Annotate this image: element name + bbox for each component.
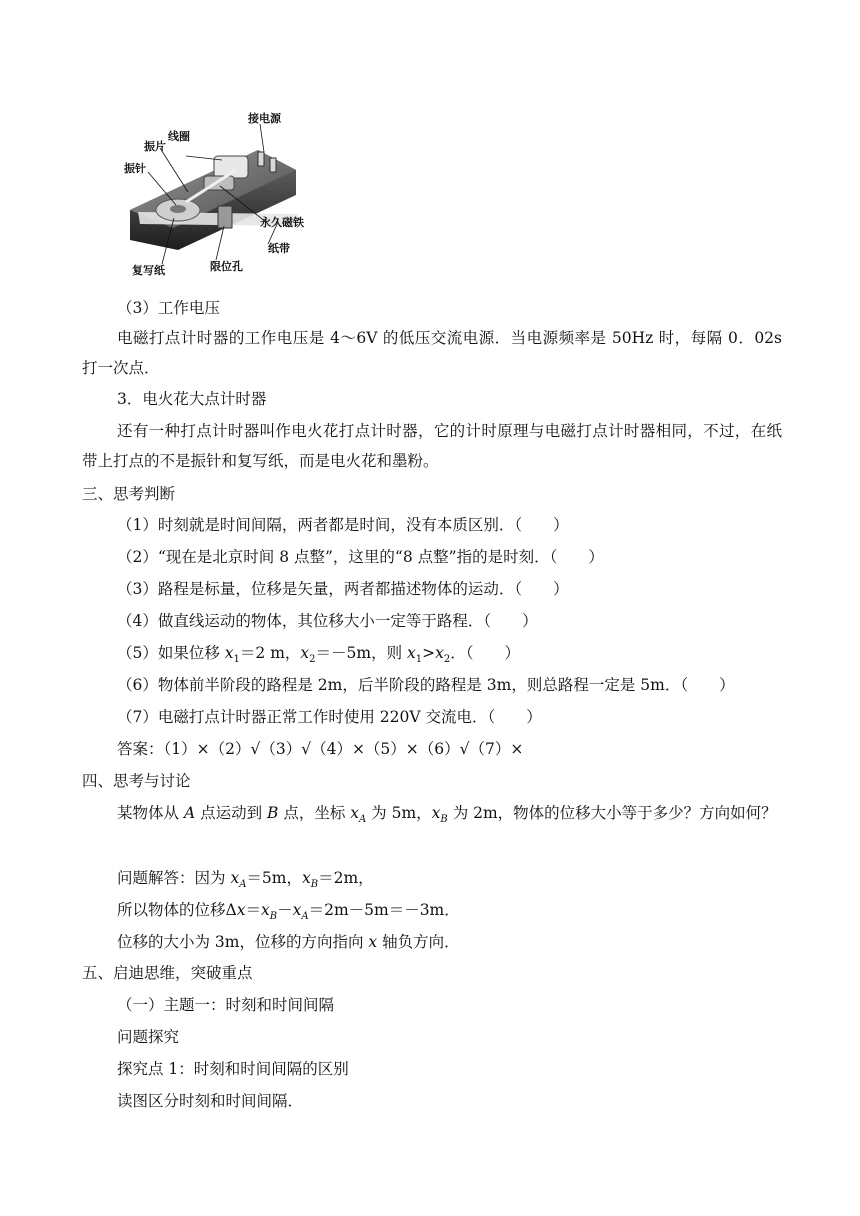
read-figure-instruction: 读图区分时刻和时间间隔．: [117, 1092, 304, 1110]
heading-discussion: 四、思考与讨论: [82, 772, 191, 790]
inquiry-point-1: 探究点 1：时刻和时间间隔的区别: [117, 1060, 349, 1078]
judge-question-7: （7）电磁打点计时器正常工作时使用 220V 交流电．（ ）: [117, 708, 542, 726]
inquiry-label: 问题探究: [117, 1028, 180, 1046]
paragraph-spark-timer: 还有一种打点计时器叫作电火花打点计时器，它的计时原理与电磁打点计时器相同，不过，在纸带上打点的不是振针和复写纸，而是电火花和墨粉。: [82, 422, 782, 470]
judge-question-5: （5）如果位移 $x_1=2$ m，$x_2=-5m$，则 $x_1>x_2$．（ ）: [117, 644, 521, 666]
judge-answer: 答案：（1）×（2）√（3）√（4）×（5）×（6）√（7）×: [117, 740, 524, 758]
section-title-spark-timer: 3．电火花大点计时器: [117, 390, 267, 408]
discussion-answer-2: 所以物体的位移$\Delta x=x_B-x_A=2m-5m=-3m$．: [117, 901, 460, 923]
discussion-answer-3: 位移的大小为 3m，位移的方向指向 x 轴负方向．: [117, 933, 460, 951]
judge-question-3: （3）路程是标量，位移是矢量，两者都描述物体的运动．（ ）: [117, 580, 569, 598]
figure-label-needle: 振针: [124, 162, 146, 175]
heading-inspire: 五、启迪思维，突破重点: [82, 964, 253, 982]
figure-label-carbon-paper: 复写纸: [132, 264, 165, 277]
figure-label-magnet: 永久磁铁: [260, 216, 304, 229]
figure-label-limit-hole: 限位孔: [210, 260, 243, 273]
judge-question-4: （4）做直线运动的物体，其位移大小一定等于路程．（ ）: [117, 612, 538, 630]
dot-timer-figure: [118, 110, 318, 282]
judge-question-6: （6）物体前半阶段的路程是 2m，后半阶段的路程是 3m，则总路程一定是 5m．（ ）: [117, 676, 735, 694]
figure-label-coil: 线圈: [168, 130, 190, 143]
topic-one-title: （一）主题一：时刻和时间间隔: [117, 996, 335, 1014]
discussion-answer-1: 问题解答：因为 $x_A=5m$，$x_B=2m$，: [117, 869, 374, 891]
figure-label-tape: 纸带: [268, 242, 290, 255]
heading-judgement: 三、思考判断: [82, 485, 176, 503]
paragraph-working-voltage: 电磁打点计时器的工作电压是 4～6V 的低压交流电源．当电源频率是 50Hz 时，每隔 0．02s 打一次点．: [82, 329, 782, 377]
figure-label-power: 接电源: [248, 112, 281, 125]
judge-question-2: （2）“现在是北京时间 8 点整”，这里的“8 点整”指的是时刻．（ ）: [117, 548, 604, 566]
discussion-question: 某物体从 A 点运动到 B 点，坐标 $x_A$ 为 5m，$x_B$ 为 2m，物体的位移大小等于多少？方向如何？: [117, 804, 777, 826]
section-title-working-voltage: （3）工作电压: [117, 299, 220, 317]
judge-question-1: （1）时刻就是时间间隔，两者都是时间，没有本质区别．（ ）: [117, 516, 569, 534]
figure-label-vibrating-plate: 振片: [144, 140, 166, 153]
